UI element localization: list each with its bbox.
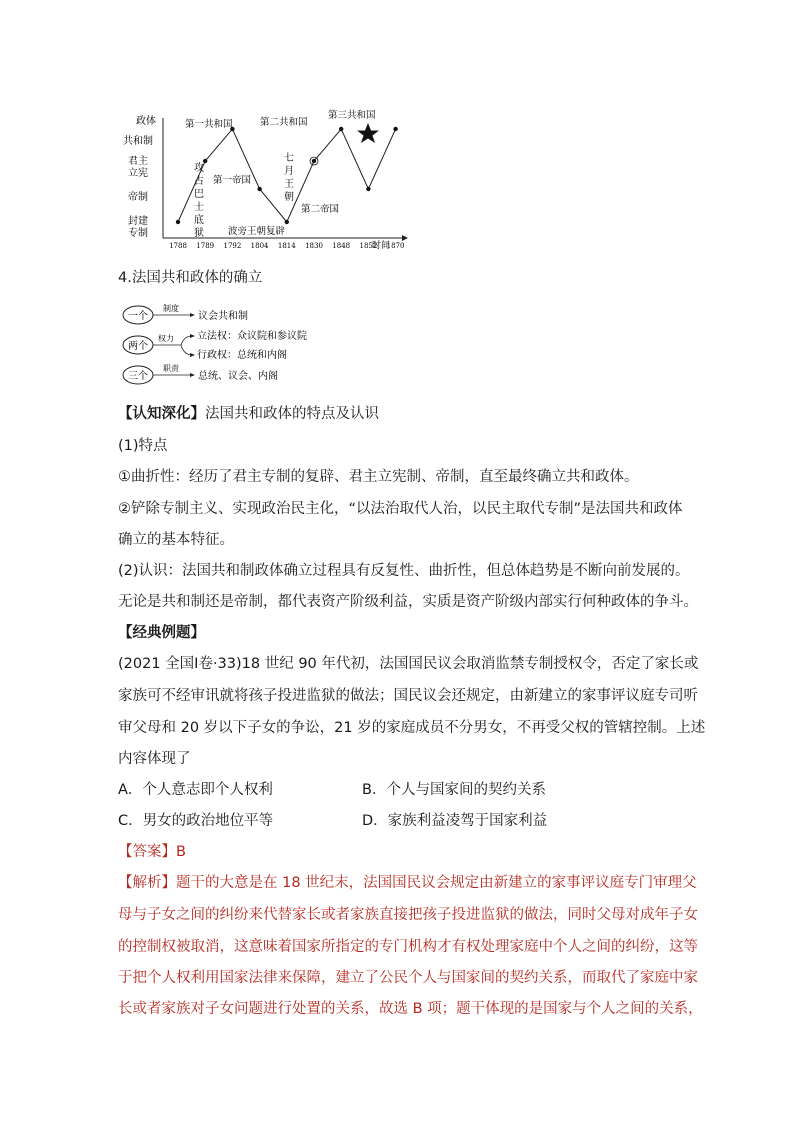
deepen-p3a: ②铲除专制主义、实现政治民主化，“以法治取代人治，以民主取代专制”是法国共和政体 <box>118 501 683 517</box>
regime-timeline-chart <box>110 100 410 260</box>
arrow-icon <box>190 313 195 317</box>
section-heading: 4.法国共和政体的确立 <box>118 270 263 286</box>
x-tick-label: 1804 <box>250 242 269 250</box>
question-line-1: (2021 全国Ⅰ卷·33)18 世纪 90 年代初，法国国民议会取消监禁专制授权令，否定了家长或 <box>118 656 699 672</box>
arrow-icon <box>190 334 195 338</box>
deepen-p4b: 无论是共和制还是帝制，都代表资产阶级利益，实质是资产阶级内部实行何种政体的争斗。 <box>118 594 698 610</box>
three-label: 三个 <box>128 371 148 382</box>
analysis-line-5: 长或者家族对子女问题进行处置的关系，故选 B 项；题干体现的是国家与个人之间的关系， <box>118 1001 703 1017</box>
data-point <box>312 159 316 163</box>
label-second-empire: 第二帝国 <box>301 204 340 215</box>
deepen-p4a: (2)认识：法国共和制政体确立过程具有反复性、曲折性，但总体趋势是不断向前发展的。 <box>118 563 690 579</box>
y-label-republic: 共和制 <box>123 136 153 147</box>
option-b: B．个人与国家间的契约关系 <box>362 782 546 798</box>
svg-text:狱: 狱 <box>194 228 204 239</box>
deepen-p2: ①曲折性：经历了君主专制的复辟、君主立宪制、帝制，直至最终确立共和政体。 <box>118 469 639 485</box>
deepen-title: 法国共和政体的特点及认识 <box>205 406 379 422</box>
three-text: 总统、议会、内阁 <box>198 371 278 382</box>
x-tick-label: 1792 <box>223 242 242 250</box>
question-line-4: 内容体现了 <box>118 751 191 767</box>
option-c: C．男女的政治地位平等 <box>118 813 274 829</box>
deepen-heading <box>118 404 379 424</box>
x-tick-label: 1789 <box>196 242 215 250</box>
three-arrow-label: 职责 <box>163 364 179 373</box>
data-point <box>257 187 261 191</box>
y-label-feudal-1: 封建 <box>128 216 148 227</box>
label-first-republic: 第一共和国 <box>185 119 233 130</box>
answer-value: B <box>176 844 186 860</box>
svg-text:士: 士 <box>194 202 204 213</box>
analysis-line-3: 的控制权被取消，这意味着国家所指定的专门机构才有权处理家庭中个人之间的纠纷，这等 <box>118 939 698 955</box>
deepen-p3b: 确立的基本特征。 <box>118 532 234 548</box>
svg-text:朝: 朝 <box>284 192 294 203</box>
example-heading: 【经典例题】 <box>118 625 205 641</box>
x-tick-label: 1788 <box>169 242 187 250</box>
arrow-icon <box>190 353 195 357</box>
label-second-republic: 第二共和国 <box>260 117 308 128</box>
data-point <box>176 220 180 224</box>
two-arrow-label: 权力 <box>158 334 174 343</box>
star-icon <box>357 123 379 143</box>
option-d: D．家族利益凌驾于国家利益 <box>362 813 548 829</box>
svg-text:巴: 巴 <box>194 189 204 200</box>
question-line-2: 家族可不经审讯就将孩子投进监狱的做法；国民议会还规定，由新建立的家事评议庭专司听 <box>118 688 698 704</box>
two-label: 两个 <box>128 341 148 352</box>
x-axis-arrow <box>402 235 408 241</box>
x-axis-title: 时间 <box>372 241 391 251</box>
y-axis-title: 政体 <box>136 116 156 127</box>
svg-text:七: 七 <box>284 153 294 164</box>
svg-text:月: 月 <box>284 166 294 177</box>
data-point <box>339 127 343 131</box>
deepen-tag: 【认知深化】 <box>118 406 205 422</box>
y-label-constitutional-2: 立宪 <box>128 168 148 179</box>
x-tick-label: 1830 <box>305 242 323 250</box>
label-bastille <box>194 161 204 239</box>
analysis-line-1: 【解析】题干的大意是在 18 世纪末，法国国民议会规定由新建立的家事评议庭专门审理父 <box>118 875 697 891</box>
answer <box>118 842 186 862</box>
x-tick-label: 1852 <box>359 242 378 250</box>
question-line-3: 审父母和 20 岁以下子女的争讼，21 岁的家庭成员不分男女，不再受父权的管辖控制。上述 <box>118 720 706 736</box>
deepen-p1: (1)特点 <box>118 438 168 454</box>
y-label-empire: 帝制 <box>128 192 148 203</box>
y-label-feudal-2: 专制 <box>128 228 148 239</box>
republic-structure-diagram <box>118 298 378 390</box>
option-a: A．个人意志即个人权利 <box>118 782 273 798</box>
analysis-line-2: 母与子女之间的纠纷来代替家长或者家族直接把孩子投进监狱的做法，同时父母对成年子女 <box>118 907 698 923</box>
label-bourbon: 波旁王朝复辟 <box>228 226 286 237</box>
one-text: 议会共和制 <box>198 311 248 322</box>
analysis-line-4: 于把个人权利用国家法律来保障，建立了公民个人与国家间的契约关系，而取代了家庭中家 <box>118 970 698 986</box>
data-point <box>285 220 289 224</box>
x-tick-label: 1870 <box>386 242 405 250</box>
svg-text:底: 底 <box>194 215 204 226</box>
analysis-label: 【解析】 <box>118 875 176 891</box>
one-label: 一个 <box>128 311 148 322</box>
arrow-icon <box>190 373 195 377</box>
label-third-republic: 第三共和国 <box>328 110 376 121</box>
y-label-constitutional-1: 君主 <box>128 156 148 167</box>
data-point <box>393 127 397 131</box>
two-text-executive: 行政权：总统和内阁 <box>197 350 287 361</box>
x-tick-label: 1848 <box>332 242 351 250</box>
svg-text:王: 王 <box>284 179 294 190</box>
svg-text:占: 占 <box>194 176 204 187</box>
data-point <box>366 187 370 191</box>
answer-label: 【答案】 <box>118 844 176 860</box>
label-first-empire: 第一帝国 <box>213 175 252 186</box>
two-text-legislative: 立法权：众议院和参议院 <box>197 331 307 342</box>
one-arrow-label: 制度 <box>163 304 179 313</box>
label-july-monarchy <box>284 151 294 203</box>
x-tick-label: 1814 <box>277 242 296 250</box>
svg-text:攻: 攻 <box>194 163 204 174</box>
